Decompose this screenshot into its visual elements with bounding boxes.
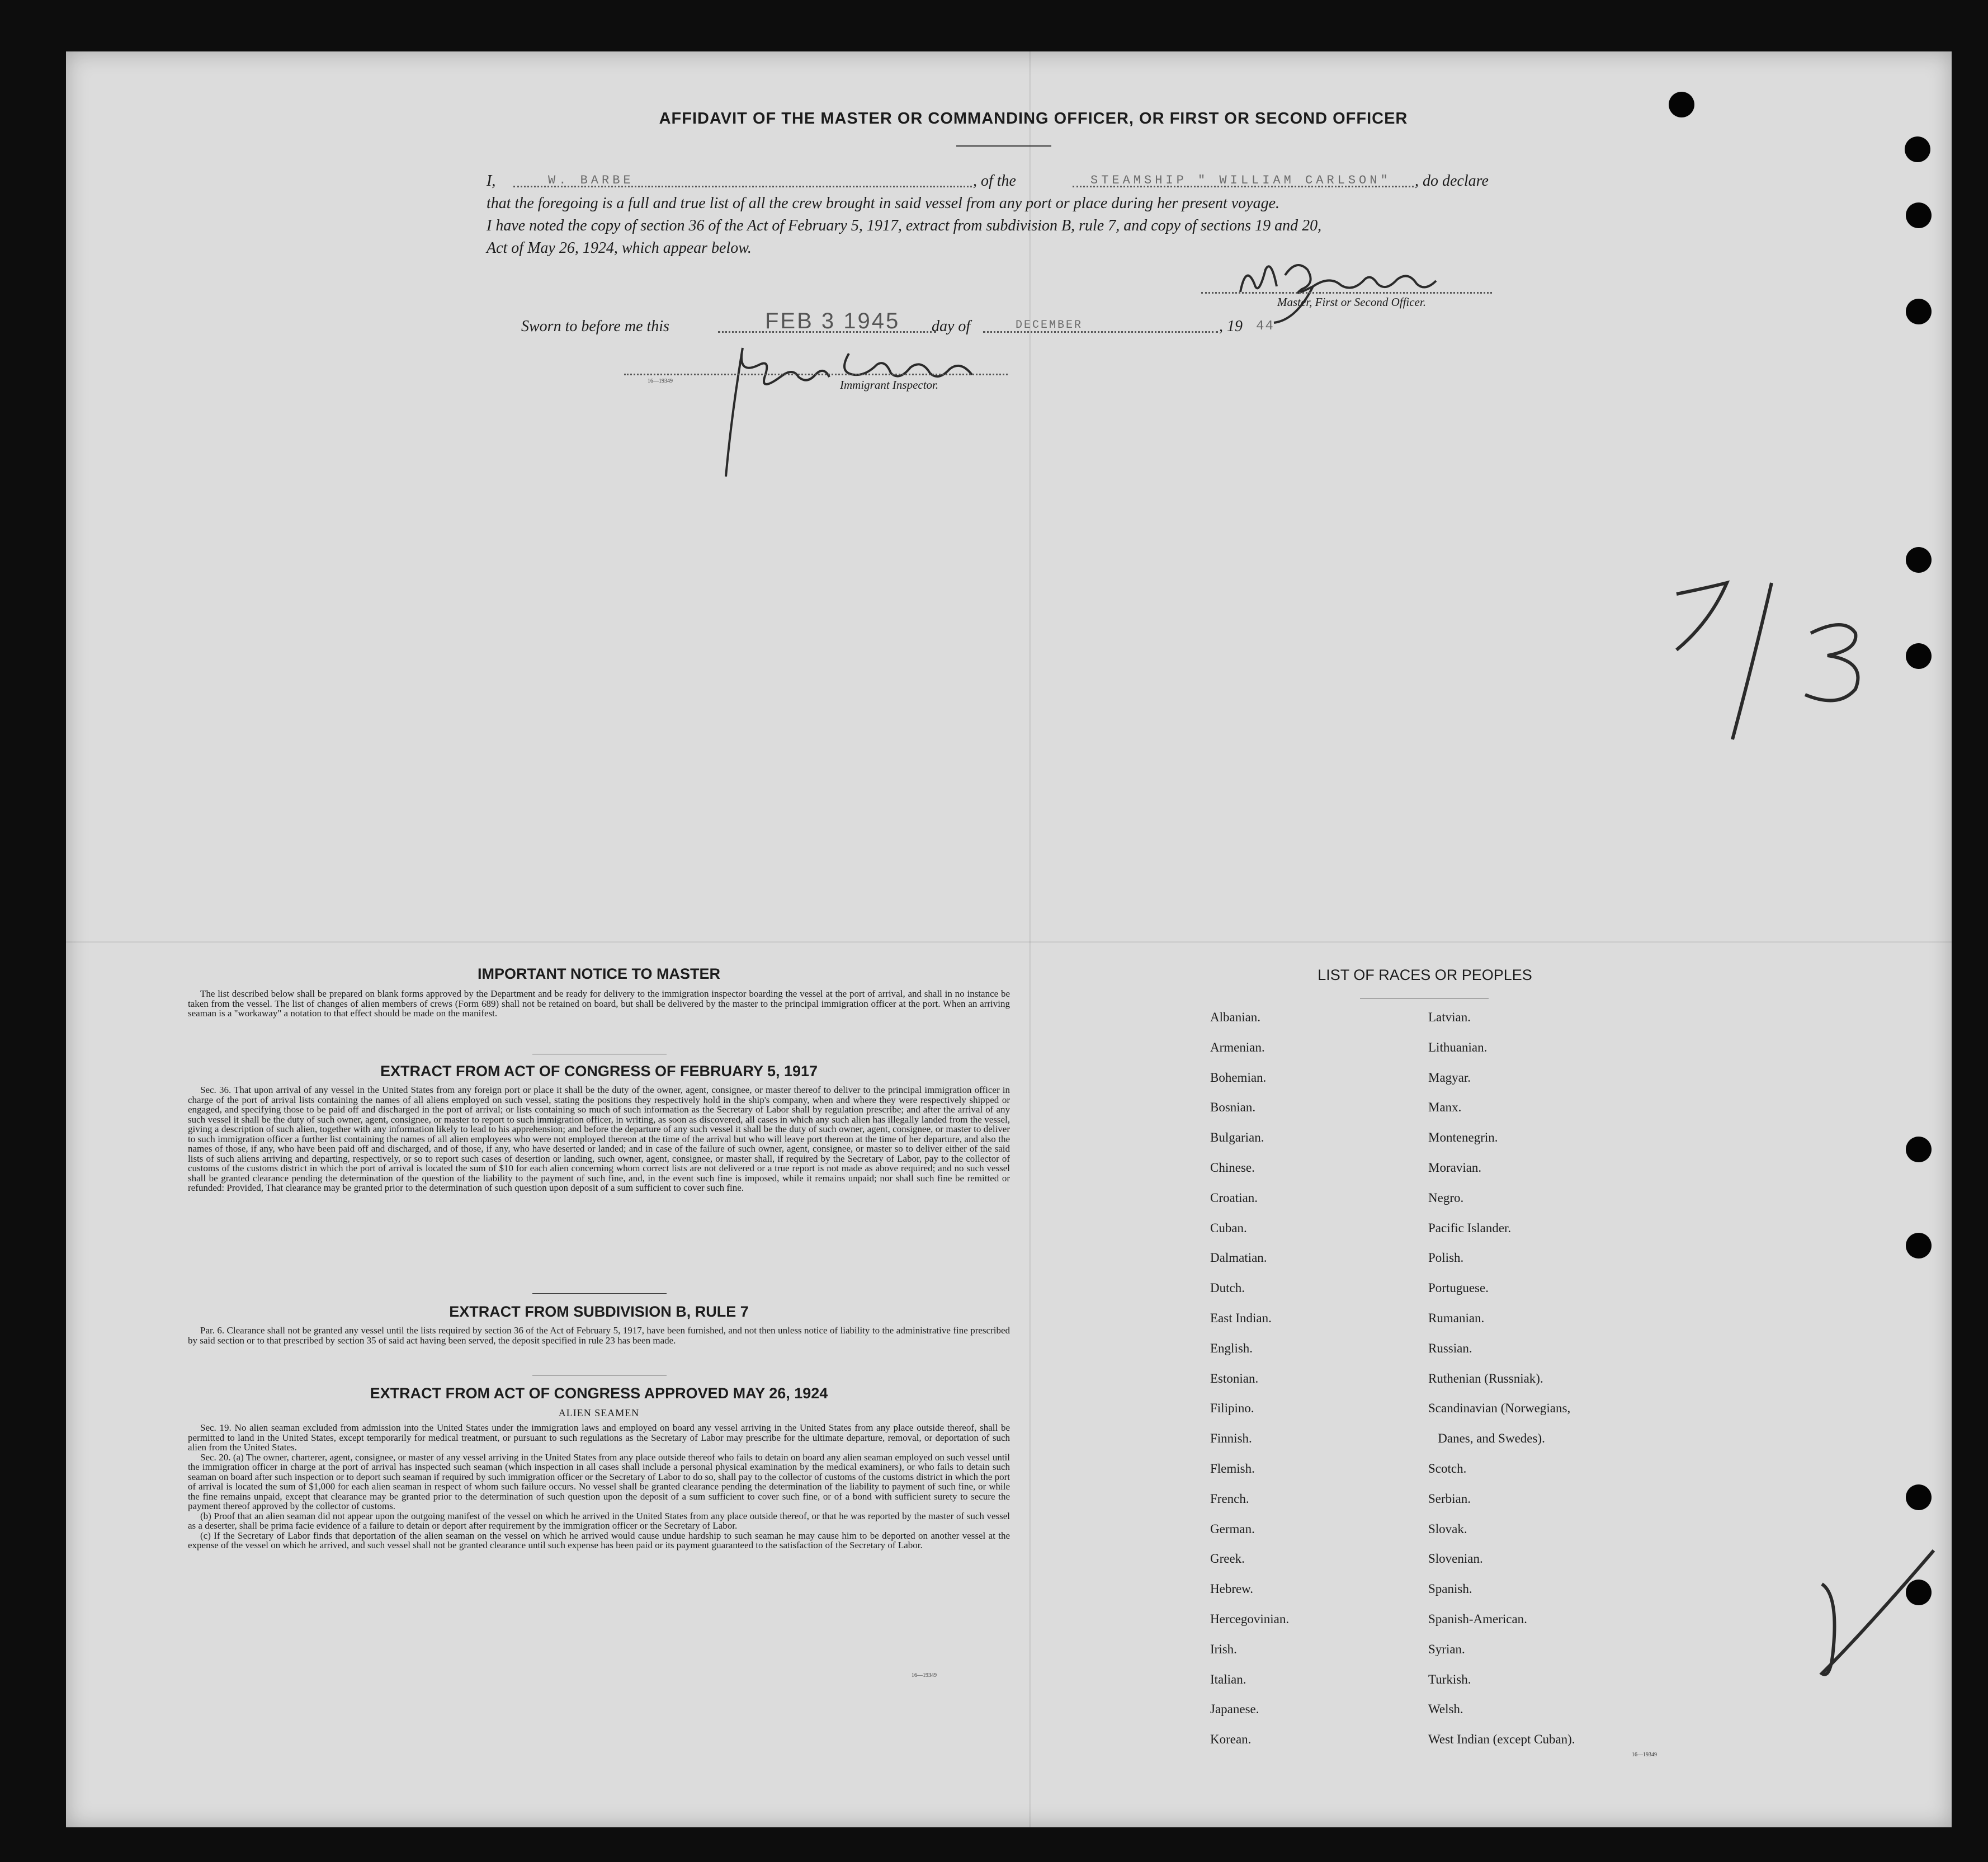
race-item: Hercegovinian. [1210, 1611, 1290, 1626]
punch-hole [1906, 1137, 1932, 1162]
race-item: Irish. [1210, 1642, 1237, 1656]
race-item: Hebrew. [1210, 1582, 1254, 1596]
race-item: Portuguese. [1428, 1281, 1489, 1295]
race-item: Negro. [1428, 1190, 1464, 1205]
race-item: Ruthenian (Russniak). [1428, 1371, 1543, 1385]
race-item: Rumanian. [1428, 1311, 1485, 1325]
extract2-text: Par. 6. Clearance shall not be granted any vessel until the lists required by section 36 of the Act of February 5, 1917, have been furnished, and not then unless notice of liability to the administrative fine prescribed by said section or to that prescribed by section 35 of said act having been served, the deposit specified in rule 23 has been made. [188, 1325, 1010, 1346]
races-column-2 [1428, 1002, 1575, 1755]
races-column-1 [1210, 1002, 1289, 1755]
master-name-value: W. BARBE [548, 173, 634, 187]
extract3-text [188, 1423, 1010, 1550]
punch-hole [1906, 299, 1932, 324]
race-item: East Indian. [1210, 1311, 1272, 1325]
year-prefix: , 19 [1219, 318, 1243, 335]
punch-hole [1906, 1233, 1932, 1258]
race-item: Slovenian. [1428, 1552, 1483, 1566]
race-item: English. [1210, 1341, 1253, 1355]
punch-hole [1906, 547, 1932, 573]
year-value: 44 [1256, 319, 1274, 334]
race-item: Scotch. [1428, 1461, 1467, 1476]
notice-form-number: 16—19349 [912, 1672, 937, 1679]
races-form-number: 16—19349 [1632, 1752, 1657, 1758]
handwritten-page-mark-drawing [1643, 572, 1878, 762]
race-item: Lithuanian. [1428, 1040, 1488, 1054]
race-item: Dalmatian. [1210, 1251, 1267, 1265]
race-item: Turkish. [1428, 1672, 1471, 1686]
race-item: Latvian. [1428, 1010, 1471, 1024]
title-divider [956, 145, 1051, 147]
affidavit-form-number: 16—19349 [648, 378, 673, 384]
i-label: I, [487, 172, 496, 190]
race-item: Albanian. [1210, 1010, 1261, 1024]
punch-hole [1905, 136, 1930, 162]
race-item: Bosnian. [1210, 1100, 1256, 1115]
race-item: Croatian. [1210, 1190, 1258, 1205]
race-item: Dutch. [1210, 1281, 1245, 1295]
race-item: Scandinavian (Norwegians, Danes, and Swedes). [1428, 1401, 1571, 1446]
race-item: Italian. [1210, 1672, 1246, 1686]
do-declare-label: , do declare [1415, 172, 1489, 190]
day-of-label: day of [932, 318, 971, 335]
fold-line-horizontal [66, 941, 1952, 943]
race-item: Spanish. [1428, 1582, 1472, 1596]
divider [532, 1293, 667, 1294]
sec20a-text: Sec. 20. (a) The owner, charterer, agent, consignee, or master of any vessel arriving in the United States from any place outside thereof who fails to detain on board any alien seaman employed on such vessel until the immigration officer in charge at the port of arrival has inspected such seaman (which inspection in all cases shall include a personal physical examination by the medical examiners), or who fails to detain such seaman on board after such inspection or to deport such seaman if required by such immigration officer or the Secretary of Labor to do so, shall pay to the collector of customs of the customs district in which the port of arrival is located the sum of $1,000 for each alien seaman in respect of whom such failure occurs. No vessel shall be granted clearance pending the determination of the liability to payment of such fine, or while the fine remains unpaid, except that clearance may be granted prior to the determination of such question upon the deposit of a sum sufficient to cover such fine, or of a bond with sufficient surety to secure the payment thereof approved by the collector of customs. [188, 1451, 1010, 1511]
race-item: Magyar. [1428, 1070, 1471, 1085]
race-item: Pacific Islander. [1428, 1220, 1512, 1235]
race-item: Montenegrin. [1428, 1130, 1498, 1145]
month-value: DECEMBER [1016, 319, 1083, 332]
extract3-subtitle: ALIEN SEAMEN [558, 1407, 640, 1418]
race-item: Chinese. [1210, 1160, 1255, 1175]
race-item: Estonian. [1210, 1371, 1259, 1385]
master-signature-line [1201, 292, 1492, 294]
race-item: Moravian. [1428, 1160, 1482, 1175]
fold-line-vertical [1029, 51, 1031, 1827]
races-title: LIST OF RACES OR PEOPLES [1318, 967, 1532, 983]
race-item: Armenian. [1210, 1040, 1265, 1054]
extract3-title: EXTRACT FROM ACT OF CONGRESS APPROVED MAY 26, 1924 [370, 1385, 828, 1402]
sworn-label: Sworn to before me this [521, 318, 669, 335]
race-item: Serbian. [1428, 1491, 1471, 1506]
affidavit-title: AFFIDAVIT OF THE MASTER OR COMMANDING OFFICER, OR FIRST OR SECOND OFFICER [659, 110, 1408, 128]
race-item: Syrian. [1428, 1642, 1465, 1656]
punch-hole [1906, 1484, 1932, 1510]
race-item: German. [1210, 1521, 1255, 1536]
declaration-line-2: that the foregoing is a full and true list of all the crew brought in said vessel from any port or place during her present voyage. [487, 195, 1280, 212]
race-item: French. [1210, 1491, 1249, 1506]
race-item: Slovak. [1428, 1521, 1467, 1536]
race-item: Japanese. [1210, 1702, 1259, 1717]
inspector-signature [726, 342, 1039, 488]
race-item: Russian. [1428, 1341, 1472, 1355]
date-stamp: FEB 3 1945 [765, 309, 900, 333]
race-item: Cuban. [1210, 1220, 1247, 1235]
race-item: Bulgarian. [1210, 1130, 1264, 1145]
declaration-line-3: I have noted the copy of section 36 of the Act of February 5, 1917, extract from subdivision B, rule 7, and copy of sections 19 and 20, [487, 217, 1322, 234]
race-item: Korean. [1210, 1732, 1252, 1747]
handwritten-check-drawing [1800, 1517, 1945, 1685]
master-caption: Master, First or Second Officer. [1277, 295, 1426, 309]
sec20c-text: (c) If the Secretary of Labor finds that deportation of the alien seaman on the vessel on which he arrived would cause undue hardship to such seaman he may cause him to be deported on another vessel at the expense of the vessel on which he arrived, and such vessel shall not be granted clearance until such expense has been paid or its payment guaranteed to the satisfaction of the Secretary of Labor. [188, 1530, 1010, 1550]
race-item: West Indian (except Cuban). [1428, 1732, 1575, 1747]
race-item: Bohemian. [1210, 1070, 1267, 1085]
race-item: Flemish. [1210, 1461, 1255, 1476]
race-item: Greek. [1210, 1552, 1245, 1566]
declaration-line-4: Act of May 26, 1924, which appear below. [487, 239, 752, 257]
sec20b-text: (b) Proof that an alien seaman did not appear upon the outgoing manifest of the vessel on which he arrived in the United States from any place outside thereof, or that he was reported by the master of such vessel as a deserter, shall be prima facie evidence of a failure to detain or deport after requirement by the immigration officer or the Secretary of Labor. [188, 1510, 1010, 1531]
master-signature [1224, 253, 1458, 326]
punch-hole [1906, 643, 1932, 669]
of-the-label: , of the [973, 172, 1016, 190]
notice-title: IMPORTANT NOTICE TO MASTER [478, 965, 720, 982]
extract1-text: Sec. 36. That upon arrival of any vessel in the United States from any foreign port or place it shall be the duty of the owner, agent, consignee, or master thereof to deliver to the principal immigration officer in charge of the port of arrival lists containing the names of all aliens employed on such vessel, stating the positions they respectively hold in the ship's company, when and where they were respectively shipped or engaged, and specifying those to be paid off and discharged in the port of arrival; or lists containing so much of such information as the Secretary of Labor shall by regulation prescribe; and after the arrival of any such vessel it shall be the duty of such owner, agent, consignee, or master to report to such immigration officer, in writing, as soon as discovered, all cases in which any such alien has illegally landed from the vessel, giving a description of such alien, together with any information likely to lead to his apprehension; and before the departure of any such vessel it shall be the duty of such owner, agent, consignee, or master to deliver to such immigration officer a further list containing the names of all alien employees who were not employed thereon at the time of the arrival but who will leave port thereon at the time of her departure, and also the names of those, if any, who have been paid off and discharged, and of those, if any, who have deserted or landed; and in case of the failure of such owner, agent, consignee, or master so to deliver either of the said lists of such aliens arriving and departing, respectively, or so to report such cases of desertion or landing, such owner, agent, consignee, or master shall, if required by the Secretary of Labor, pay to the collector of customs of the customs district in which the port of arrival is located the sum of $10 for each alien concerning whom correct lists are not delivered or a true report is not made as above required; and no such vessel shall be granted clearance pending the determination of the question of the liability to the payment of such fine, and, in the event such fine is imposed, while it remains unpaid; nor shall such fine be remitted or refunded: Provided, That clearance may be granted prior to the determination of such question upon deposit of a sum sufficient to cover such fine. [188, 1085, 1010, 1193]
document-page [66, 51, 1952, 1827]
notice-text: The list described below shall be prepared on blank forms approved by the Department and be ready for delivery to the immigration inspector boarding the vessel at the port of arrival, and shall in no instance be taken from the vessel. The list of changes of alien members of crews (Form 689) shall not be retained on board, but shall be delivered by the master to the principal immigration officer at the port. When an arriving seaman is a "workaway" a notation to that effect should be made on the manifest. [188, 988, 1010, 1019]
vessel-name-value: STEAMSHIP " WILLIAM CARLSON" [1090, 173, 1391, 187]
race-item: Welsh. [1428, 1702, 1463, 1717]
punch-hole [1906, 202, 1932, 228]
punch-hole [1669, 92, 1694, 117]
race-item: Filipino. [1210, 1401, 1254, 1416]
extract2-title: EXTRACT FROM SUBDIVISION B, RULE 7 [449, 1303, 749, 1320]
race-item: Finnish. [1210, 1431, 1252, 1446]
race-item: Manx. [1428, 1100, 1462, 1115]
extract1-title: EXTRACT FROM ACT OF CONGRESS OF FEBRUARY 5, 1917 [380, 1063, 818, 1080]
race-item: Polish. [1428, 1251, 1464, 1265]
race-item: Spanish-American. [1428, 1611, 1527, 1626]
sec19-text: Sec. 19. No alien seaman excluded from admission into the United States under the immigration laws and employed on board any vessel arriving in the United States from any place outside thereof, shall be permitted to land in the United States, except temporarily for medical treatment, or pursuant to such regulations as the Secretary of Labor may prescribe for the ultimate departure, removal, or deportation of such alien from the United States. [188, 1422, 1010, 1453]
inspector-caption: Immigrant Inspector. [840, 378, 939, 392]
inspector-signature-line [624, 374, 1008, 375]
